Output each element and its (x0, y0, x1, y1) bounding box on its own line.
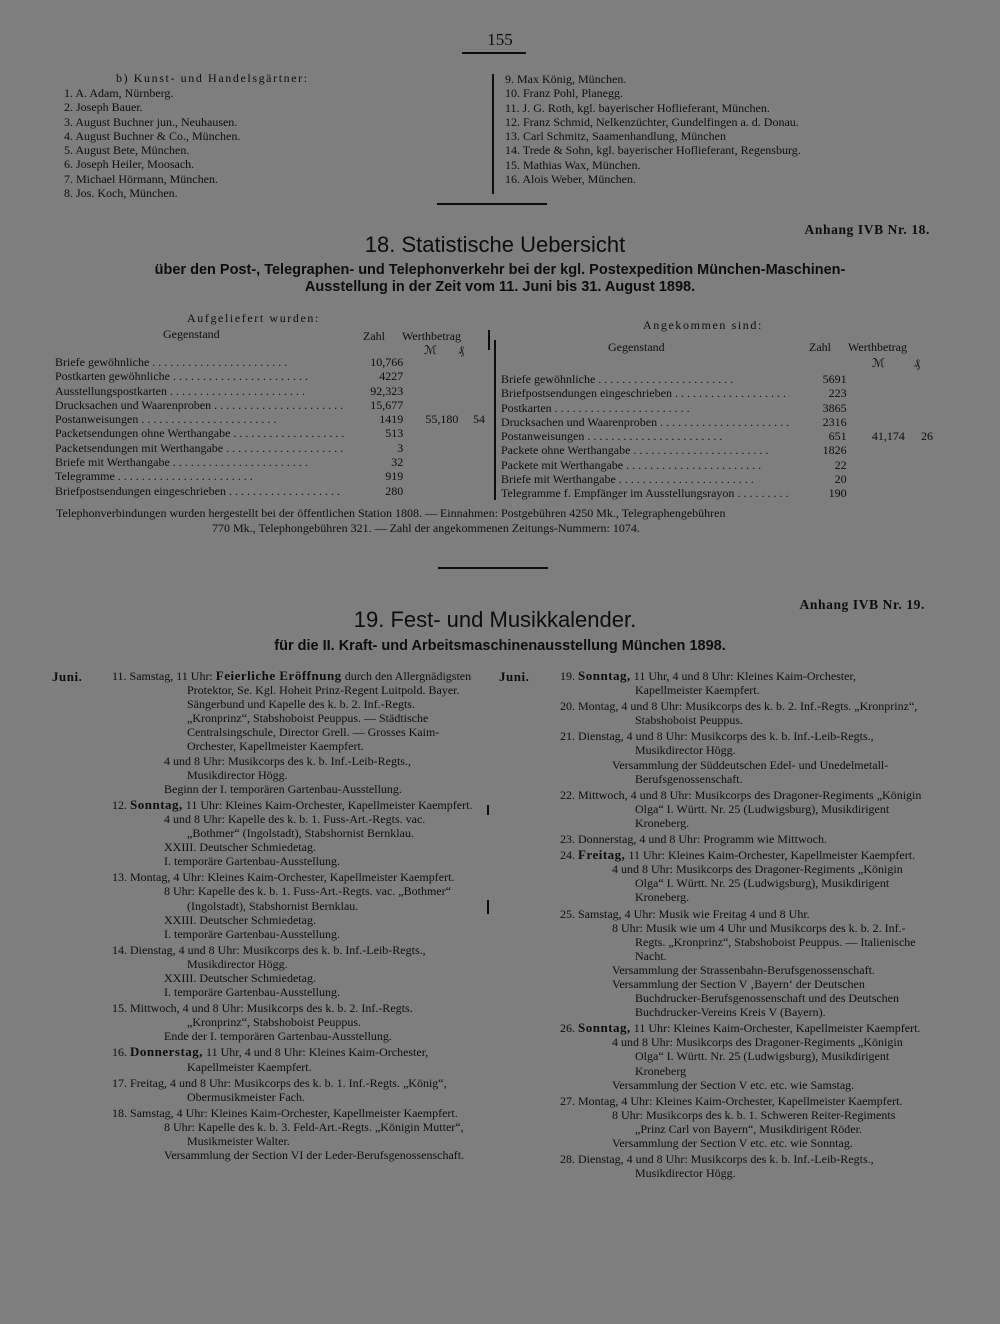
stat-cell-label: Packetsendungen ohne Werthangabe . . . (55, 426, 344, 440)
day-text: Donnerstag, 4 und 8 Uhr: Programm wie Mittwoch. (578, 832, 827, 847)
gardener-right-item: 11. J. G. Roth, kgl. bayerischer Hoflieferant, München. (505, 100, 770, 115)
stat-row (55, 412, 485, 426)
stat-cell-mark (403, 469, 458, 483)
stat-cell-count: 280 (385, 483, 404, 498)
gardeners-left-list (64, 86, 240, 200)
day-additional-line: Versammlung der Section V ‚Bayern‘ der Deutschen Buchdrucker-Berufsgenossenschaft und des Deutschen Buchdrucker-Vereins Kreis V (Bayern). (612, 976, 900, 1020)
day-additional-line: Beginn der I. temporären Gartenbau-Ausstellung. (164, 781, 402, 796)
day-number: 18. (112, 1105, 130, 1120)
calendar-day-entry (112, 870, 478, 940)
dot-leader (595, 372, 733, 386)
day-additional-line: I. temporäre Gartenbau-Ausstellung. (164, 985, 340, 1000)
right-table-caption: Angekommen sind: (643, 318, 763, 332)
day-additional-line: 8 Uhr: Musikcorps des k. b. 1. Schweren Reiter-Regiments „Prinz Carl von Bayern“, Musikdirigent Röder. (612, 1107, 896, 1136)
day-additional-line: Versammlung der Strassenbahn-Berufsgenossenschaft. (612, 962, 875, 977)
stat-cell-count: 3 (397, 440, 404, 455)
calendar-day-entry (112, 1106, 478, 1162)
stat-cell-label: Postanweisungen . . . (55, 412, 344, 426)
stat-cell-pf (905, 472, 933, 486)
dot-leader (584, 429, 722, 443)
day-additional-line: 4 und 8 Uhr: Musikcorps des Dragoner-Regiments „Königin Olga“ I. Württ. Nr. 25 (Ludwigsburg), Musikdirigent Kroneberg. (612, 862, 903, 905)
stat-cell-pf (905, 386, 933, 400)
stat-cell-count: 15,677 (370, 397, 404, 412)
calendar-left-column (112, 669, 478, 1164)
dot-leader (211, 398, 344, 412)
stat-cell-mark (403, 369, 458, 383)
stat-cell-mark (847, 372, 905, 386)
stat-cell-mark (847, 401, 905, 415)
stat-cell-pf (905, 443, 933, 457)
gardener-right-item: 14. Trede & Sohn, kgl. bayerischer Hoflieferant, Regensburg. (505, 143, 801, 158)
stat-cell-pf (905, 486, 933, 500)
stat-cell-label: Briefe gewöhnliche . . . (55, 355, 344, 369)
day-number: 23. (560, 832, 578, 847)
day-additional-line: I. temporäre Gartenbau-Ausstellung. (164, 926, 340, 941)
day-additional-line: XXIII. Deutscher Schmiedetag. (164, 912, 316, 927)
stat-cell-mark (403, 355, 458, 369)
section-rule-1 (437, 203, 547, 205)
stat-cell-mark (847, 415, 905, 429)
day-additional-line: 4 und 8 Uhr: Kapelle des k. b. 1. Fuss-Art.-Regts. vac. „Bothmer“ (Ingolstadt), Stabshornist Bernklau. (164, 811, 426, 841)
stat-cell-mark (847, 472, 905, 486)
section18-subtitle-line2: Ausstellung in der Zeit vom 11. Juni bis 31. August 1898. (304, 279, 696, 295)
calendar-day-entry (112, 669, 478, 796)
section18-note-line2: 770 Mk., Telephongebühren 321. — Zahl der angekommenen Zeitungs-Nummern: 1074. (212, 521, 640, 535)
day-emphasis: Sonntag, (130, 796, 183, 812)
dot-leader (170, 369, 308, 383)
left-col-value: Werthbetrag (402, 329, 462, 343)
day-number: 27. (560, 1093, 578, 1108)
stat-row (501, 429, 933, 443)
day-emphasis: Freitag, (578, 847, 626, 863)
day-number: 28. (560, 1152, 578, 1167)
day-number: 21. (560, 729, 578, 744)
gardener-left-item: 8. Jos. Koch, München. (64, 186, 178, 201)
day-additional-line: Ende der I. temporären Gartenbau-Ausstellung. (164, 1029, 392, 1044)
stat-row (501, 415, 933, 429)
day-text: 11 Uhr, 4 und 8 Uhr: Kleines Kaim-Orchester, Kapellmeister Kaempfert. (187, 1045, 429, 1074)
right-col-count: Zahl (809, 340, 831, 354)
stat-cell-mark (847, 386, 905, 400)
page-number-rule (462, 52, 526, 54)
stat-cell-label: Packete mit Werthangabe . . . (501, 458, 790, 472)
stat-cell-pf: 26 (921, 429, 933, 444)
stat-cell-pf (905, 401, 933, 415)
stat-cell-count: 3865 (822, 400, 847, 415)
gardener-right-item: 9. Max König, München. (505, 72, 627, 86)
gardener-right-item: 15. Mathias Wax, München. (505, 157, 641, 172)
dot-leader (672, 386, 790, 400)
dot-leader (630, 443, 768, 457)
stat-cell-label: Briefpostsendungen eingeschrieben . . . (55, 484, 344, 498)
day-number: 15. (112, 1001, 130, 1016)
day-text: 11 Uhr, 4 und 8 Uhr: Kleines Kaim-Orchester, Kapellmeister Kaempfert. (630, 669, 856, 698)
calendar-day-entry (560, 1021, 926, 1091)
dot-leader (616, 472, 754, 486)
day-number: 22. (560, 787, 578, 802)
stat-cell-label: Ausstellungspostkarten . . . (55, 384, 344, 398)
day-text: Montag, 4 Uhr: Kleines Kaim-Orchester, Kapellmeister Kaempfert. (130, 870, 455, 885)
day-text: Samstag, 4 Uhr: Kleines Kaim-Orchester, Kapellmeister Kaempfert. (130, 1105, 458, 1120)
stat-row (501, 458, 933, 472)
day-text: 11 Uhr: Kleines Kaim-Orchester, Kapellmeister Kaempfert. (625, 848, 916, 863)
day-additional-line: 8 Uhr: Musik wie um 4 Uhr und Musikcorps des k. b. 2. Inf.-Regts. „Kronprinz“, Stabshoboist Peuppus. — Italienische Nacht. (612, 920, 916, 963)
day-additional-line: 4 und 8 Uhr: Musikcorps des k. b. Inf.-Leib-Regts., Musikdirector Högg. (164, 753, 411, 782)
gardener-right-item: 13. Carl Schmitz, Saamenhandlung, München (505, 129, 726, 144)
right-col-value: Werthbetrag (848, 340, 908, 354)
stat-row (55, 469, 485, 483)
gardeners-heading (116, 71, 309, 85)
stat-cell-count: 22 (834, 457, 847, 472)
stat-cell-label: Postkarten . . . (501, 401, 790, 415)
day-additional-line: Versammlung der Section V etc. etc. wie Sonntag. (612, 1136, 853, 1150)
gardener-left-item: 5. August Bete, München. (64, 143, 190, 158)
calendar-day-entry (112, 943, 478, 999)
calendar-day-entry (560, 907, 926, 1020)
dot-leader (734, 486, 790, 500)
dot-leader (657, 415, 790, 429)
stat-row (501, 372, 933, 386)
left-unit-pf: ₰ (458, 343, 464, 357)
calendar-day-entry (560, 669, 926, 697)
day-number: 12. (112, 797, 130, 812)
dot-leader (230, 426, 344, 440)
month-left: Juni. (52, 669, 83, 684)
stat-cell-mark (403, 455, 458, 469)
calendar-day-entry (560, 1152, 926, 1180)
dot-leader (226, 484, 344, 498)
dot-leader (149, 355, 287, 369)
day-number: 11. Samstag, 11 Uhr: (112, 669, 216, 683)
stat-cell-pf (458, 384, 485, 398)
stat-cell-mark (403, 441, 458, 455)
dot-leader (167, 384, 305, 398)
gardener-left-item: 6. Joseph Heiler, Moosach. (64, 157, 195, 172)
stat-cell-label: Briefe mit Werthangabe . . . (501, 472, 790, 486)
day-text: Dienstag, 4 und 8 Uhr: Musikcorps des k. b. Inf.-Leib-Regts., Musikdirector Högg. (130, 942, 426, 971)
day-emphasis: Feierliche Eröffnung (215, 668, 342, 683)
stat-cell-pf (458, 426, 485, 440)
stat-cell-count: 190 (828, 486, 847, 501)
stat-cell-mark (403, 384, 458, 398)
stat-cell-label: Drucksachen und Waarenproben . . . (55, 398, 344, 412)
left-col-subject: Gegenstand (163, 327, 220, 341)
month-right: Juni. (499, 669, 530, 684)
dot-leader (170, 455, 308, 469)
stat-row (501, 443, 933, 457)
stat-cell-mark: 41,174 (871, 429, 905, 444)
day-text: Mittwoch, 4 und 8 Uhr: Musikcorps des k. b. 2. Inf.-Regts. „Kronprinz“, Stabshoboist Peuppus. (130, 1001, 413, 1030)
stat-row (55, 369, 485, 383)
stat-cell-label: Telegramme . . . (55, 469, 344, 483)
stat-cell-count: 10,766 (370, 355, 404, 369)
left-unit-mark: ℳ (424, 343, 437, 357)
day-additional-line: Versammlung der Süddeutschen Edel- und Unedelmetall-Berufsgenossenschaft. (612, 757, 889, 786)
dot-leader (552, 401, 690, 415)
stat-cell-pf (905, 458, 933, 472)
calendar-day-entry (560, 788, 926, 830)
stat-cell-pf (458, 398, 485, 412)
left-stat-table (55, 355, 485, 498)
day-emphasis: Sonntag, (578, 1020, 631, 1036)
stat-cell-label: Postanweisungen . . . (501, 429, 790, 443)
stat-row (55, 384, 485, 398)
day-number: 19. (560, 669, 578, 683)
day-additional-line: Versammlung der Section V etc. etc. wie Samstag. (612, 1077, 855, 1092)
day-additional-line: Versammlung der Section VI der Leder-Berufsgenossenschaft. (164, 1148, 465, 1163)
day-additional-line: 8 Uhr: Kapelle des k. b. 1. Fuss-Art.-Regts. vac. „Bothmer“ (Ingolstadt), Stabshornist Bernklau. (164, 884, 451, 913)
stat-cell-label: Briefe gewöhnliche . . . (501, 372, 790, 386)
right-unit-mark: ℳ (872, 356, 885, 370)
day-text: Montag, 4 und 8 Uhr: Musikcorps des k. b. 2. Inf.-Regts. „Kronprinz“, Stabshoboist Peuppus. (578, 699, 918, 728)
day-text: 11 Uhr: Kleines Kaim-Orchester, Kapellmeister Kaempfert. (182, 797, 473, 812)
day-additional-line: XXIII. Deutscher Schmiedetag. (164, 840, 316, 855)
day-text: Freitag, 4 und 8 Uhr: Musikcorps des k. b. 1. Inf.-Regts. „König“, Obermusikmeister Fach. (130, 1075, 447, 1104)
day-number: 25. (560, 906, 578, 921)
day-text: durch den Allergnädigsten Protektor, Se. Kgl. Hoheit Prinz-Regent Luitpold. Bayer. Sängerbund und Kapelle des k. b. 2. Inf.-Regts. „Kronprinz“, Stabshoboist Peuppus. — Städtische Centralsingschule, Director Grell. — Grosses Kaim-Orchester, Kapellmeister Kaempfert. (187, 669, 472, 754)
gardener-left-item: 1. A. Adam, Nürnberg. (64, 86, 174, 100)
stat-cell-mark (403, 426, 458, 440)
dot-leader (623, 458, 761, 472)
day-text: Montag, 4 Uhr: Kleines Kaim-Orchester, Kapellmeister Kaempfert. (578, 1093, 903, 1108)
gardener-right-item: 16. Alois Weber, München. (505, 172, 636, 187)
calendar-day-entry (112, 1045, 478, 1073)
day-emphasis: Donnerstag, (130, 1044, 204, 1060)
stat-cell-pf (905, 415, 933, 429)
right-col-subject: Gegenstand (608, 340, 665, 354)
day-number: 26. (560, 1021, 578, 1036)
stat-cell-pf (458, 355, 485, 369)
dot-leader (138, 412, 276, 426)
calendar-day-entry (560, 699, 926, 727)
stat-row (55, 355, 485, 369)
gardener-right-item: 10. Franz Pohl, Planegg. (505, 86, 623, 101)
calendar-column-rule-b (487, 900, 489, 914)
calendar-day-entry (112, 798, 478, 868)
gardener-left-item: 4. August Buchner & Co., München. (64, 128, 241, 143)
day-text: 11 Uhr: Kleines Kaim-Orchester, Kapellmeister Kaempfert. (630, 1021, 921, 1036)
stat-cell-pf (458, 455, 485, 469)
stat-cell-count: 20 (834, 472, 847, 487)
stat-cell-mark (847, 486, 905, 500)
left-table-caption: Aufgeliefert wurden: (187, 311, 320, 325)
stat-cell-label: Briefpostsendungen eingeschrieben . . . (501, 386, 790, 400)
day-additional-line: I. temporäre Gartenbau-Ausstellung. (164, 854, 340, 869)
gardeners-column-rule (492, 74, 494, 194)
stat-row (55, 441, 485, 455)
section18-note-line1: Telephonverbindungen wurden hergestellt bei der öffentlichen Station 1808. — Einnahmen: Postgebühren 4250 Mk., Telegraphengebühren (56, 506, 726, 520)
stat-cell-count: 513 (385, 426, 404, 441)
gardeners-right-list (505, 72, 801, 186)
stat-cell-pf (458, 469, 485, 483)
stat-cell-label: Postkarten gewöhnliche . . . (55, 369, 344, 383)
stat-cell-pf (458, 369, 485, 383)
stat-cell-count: 4227 (379, 369, 404, 384)
stat-cell-label: Telegramme f. Empfänger im Ausstellungsrayon . . . (501, 486, 790, 500)
day-number: 14. (112, 942, 130, 957)
gardeners-heading-text: b) Kunst- und Handelsgärtner: (116, 71, 309, 85)
left-table-rule (488, 330, 490, 350)
stat-cell-pf: 54 (473, 412, 485, 427)
section19-title: 19. Fest- und Musikkalender. (353, 607, 637, 632)
stat-row (55, 426, 485, 440)
day-number: 13. (112, 870, 130, 885)
stat-cell-count: 1826 (822, 443, 847, 458)
section19-subtitle: für die II. Kraft- und Arbeitsmaschinenausstellung München 1898. (274, 638, 726, 654)
anhang-19: Anhang IVB Nr. 19. (799, 597, 925, 612)
day-additional-line: 8 Uhr: Kapelle des k. b. 3. Feld-Art.-Regts. „Königin Mutter“, Musikmeister Walter. (164, 1119, 464, 1148)
stat-cell-pf (458, 441, 485, 455)
section-rule-2 (438, 567, 548, 569)
calendar-day-entry (560, 832, 926, 846)
stat-cell-count: 92,323 (370, 383, 404, 398)
day-number: 16. (112, 1045, 130, 1060)
calendar-day-entry (560, 1094, 926, 1150)
center-table-rule (494, 340, 496, 500)
stat-row (55, 455, 485, 469)
calendar-day-entry (112, 1076, 478, 1104)
stat-cell-mark (403, 484, 458, 498)
right-stat-table (501, 372, 933, 501)
calendar-day-entry (112, 1001, 478, 1043)
day-additional-line: XXIII. Deutscher Schmiedetag. (164, 970, 316, 985)
section18-subtitle-line1: über den Post-, Telegraphen- und Telephonverkehr bei der kgl. Postexpedition München-Maschinen- (154, 262, 846, 278)
stat-row (55, 398, 485, 412)
stat-row (501, 401, 933, 415)
day-text: Mittwoch, 4 und 8 Uhr: Musikcorps des Dragoner-Regiments „Königin Olga“ I. Württ. Nr. 25 (Ludwigsburg), Musikdirigent Kroneberg. (578, 787, 922, 830)
stat-cell-label: Briefe mit Werthangabe . . . (55, 455, 344, 469)
calendar-column-rule-a (487, 805, 489, 815)
stat-row (501, 486, 933, 500)
stat-cell-pf (905, 372, 933, 386)
stat-cell-label: Packete ohne Werthangabe . . . (501, 443, 790, 457)
day-number: 24. (560, 848, 578, 863)
day-emphasis: Sonntag, (578, 668, 631, 683)
day-text: Dienstag, 4 und 8 Uhr: Musikcorps des k. b. Inf.-Leib-Regts., Musikdirector Högg. (578, 729, 874, 758)
calendar-day-entry (560, 729, 926, 785)
stat-cell-count: 223 (828, 386, 847, 401)
stat-cell-mark (847, 458, 905, 472)
stat-cell-count: 919 (385, 469, 404, 484)
day-text: Samstag, 4 Uhr: Musik wie Freitag 4 und 8 Uhr. (578, 906, 810, 921)
day-text: Dienstag, 4 und 8 Uhr: Musikcorps des k. b. Inf.-Leib-Regts., Musikdirector Högg. (578, 1152, 874, 1181)
dot-leader (115, 469, 253, 483)
stat-cell-pf (458, 484, 485, 498)
gardener-left-item: 3. August Buchner jun., Neuhausen. (64, 114, 238, 129)
day-additional-line: 4 und 8 Uhr: Musikcorps des Dragoner-Regiments „Königin Olga“ I. Württ. Nr. 25 (Ludwigsburg), Musikdirigent Kroneberg (612, 1035, 903, 1078)
stat-cell-label: Drucksachen und Waarenproben . . . (501, 415, 790, 429)
stat-cell-count: 1419 (379, 412, 404, 427)
stat-cell-count: 651 (828, 429, 847, 444)
dot-leader (223, 441, 344, 455)
stat-row (501, 386, 933, 400)
gardener-left-item: 7. Michael Hörmann, München. (64, 171, 218, 186)
stat-cell-count: 32 (391, 455, 404, 470)
stat-row (55, 484, 485, 498)
stat-row (501, 472, 933, 486)
stat-cell-count: 5691 (822, 372, 847, 386)
day-number: 20. (560, 699, 578, 714)
stat-cell-count: 2316 (822, 414, 847, 429)
stat-cell-mark: 55,180 (425, 412, 459, 427)
stat-cell-mark (847, 443, 905, 457)
anhang-18: Anhang IVB Nr. 18. (804, 222, 930, 237)
day-number: 17. (112, 1075, 130, 1090)
right-unit-pf: ₰ (914, 356, 920, 370)
stat-cell-label: Packetsendungen mit Werthangabe . . . (55, 441, 344, 455)
calendar-right-column (560, 669, 926, 1182)
section18-title: 18. Statistische Uebersicht (364, 232, 626, 257)
left-col-count: Zahl (363, 329, 385, 343)
calendar-day-entry (560, 848, 926, 904)
gardener-right-item: 12. Franz Schmid, Nelkenzüchter, Gundelfingen a. d. Donau. (505, 114, 799, 129)
stat-cell-mark (403, 398, 458, 412)
page-number: 155 (487, 30, 513, 49)
gardener-left-item: 2. Joseph Bauer. (64, 100, 143, 115)
